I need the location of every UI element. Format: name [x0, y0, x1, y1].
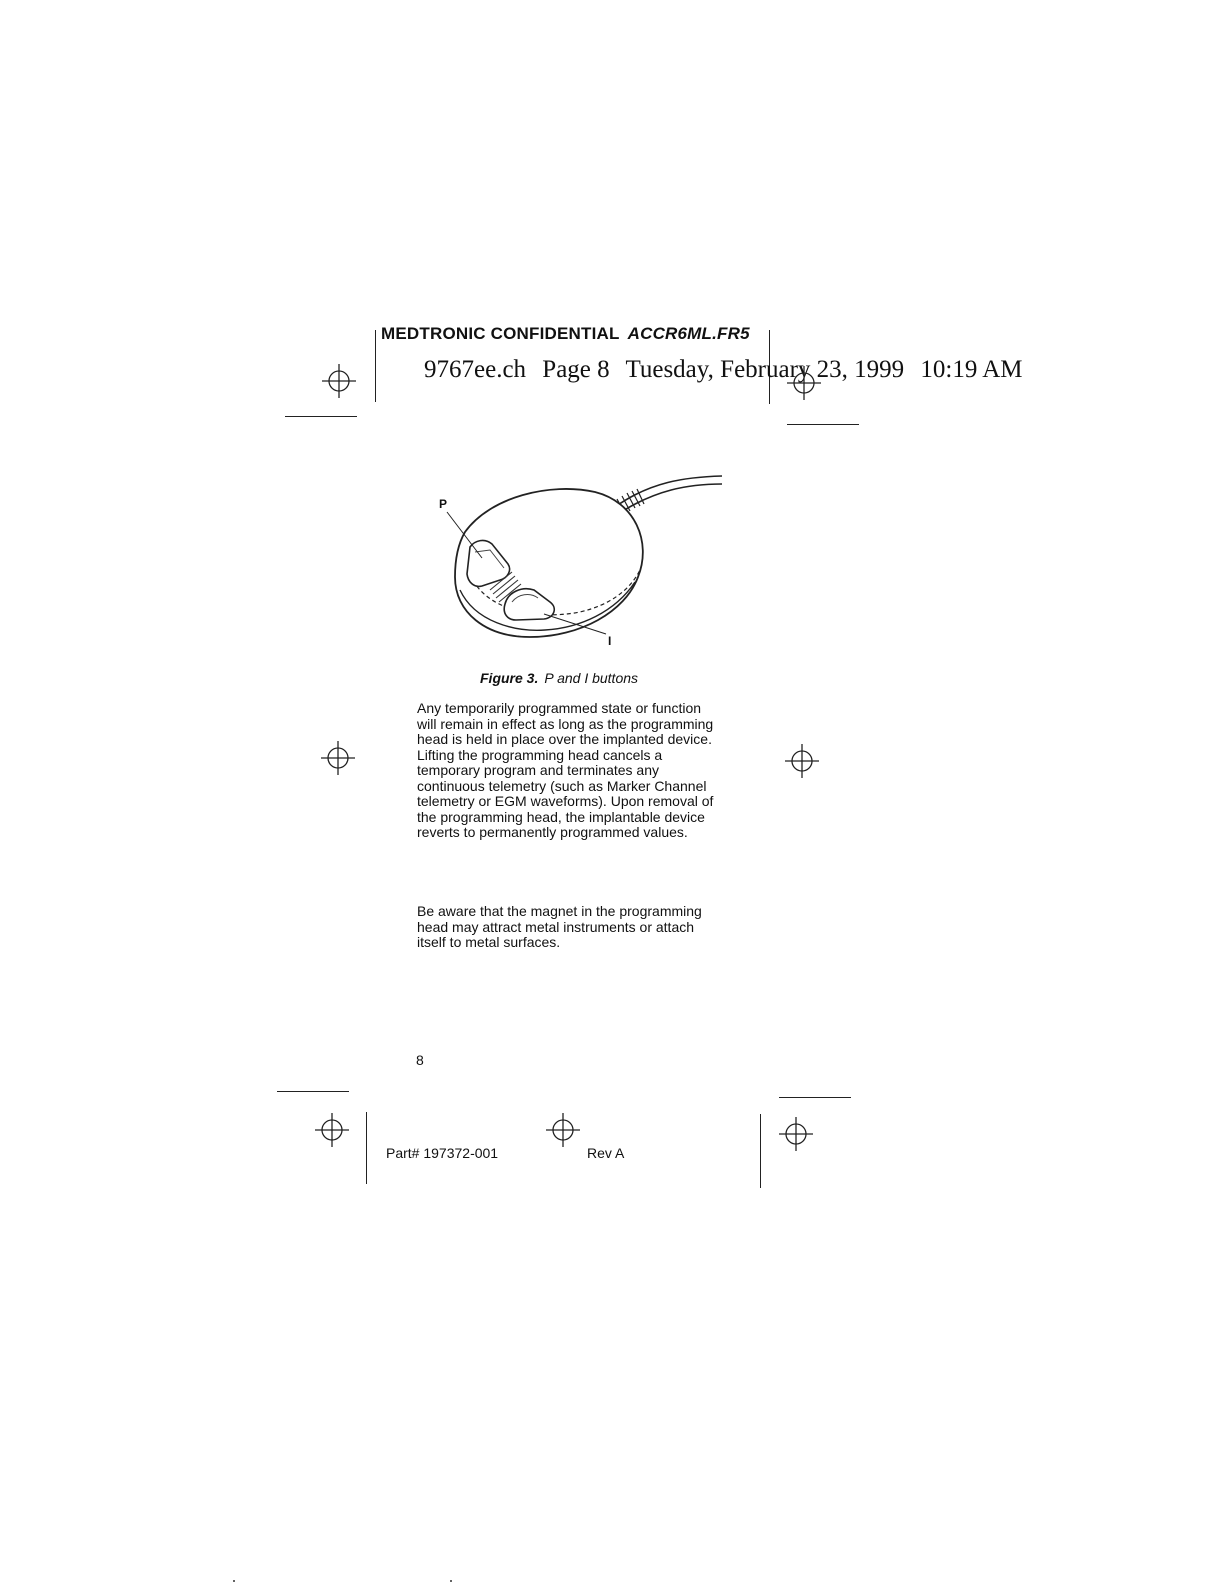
figure-caption-text: P and I buttons [544, 670, 639, 686]
crop-line [285, 416, 357, 417]
figure-caption [480, 670, 638, 686]
body-paragraph-1: Any temporarily programmed state or function will remain in effect as long as the programming head is held in place over the implanted device. Lifting the programming head cancels a temporary program and terminates any continuous telemetry (such as Marker Channel telemetry or EGM waveforms). Upon removal of the programming head, the implantable device reverts to permanently programmed values. [417, 700, 714, 840]
revision: Rev A [587, 1145, 625, 1161]
footer-right-bar [760, 1114, 761, 1188]
figure-label-p: P [439, 497, 448, 511]
crop-line [779, 1097, 851, 1098]
file-name: ACCR6ML.FR5 [627, 324, 750, 343]
scan-speck [450, 1580, 452, 1582]
registration-mark-icon [312, 1110, 352, 1150]
page-label: Page 8 [542, 356, 610, 383]
registration-mark-icon [776, 1114, 816, 1154]
registration-mark-icon [318, 738, 358, 778]
print-date: Tuesday, February 23, 1999 [625, 356, 905, 383]
programming-head-illustration [430, 462, 730, 652]
part-number: Part# 197372-001 [386, 1145, 499, 1161]
body-paragraph-2: Be aware that the magnet in the programming head may attract metal instruments or attach itself to metal surfaces. [417, 903, 702, 950]
footer-left-bar [366, 1112, 367, 1184]
crop-line [277, 1091, 349, 1092]
figure-number: Figure 3. [480, 670, 539, 686]
header-left-bar [375, 330, 376, 402]
print-time: 10:19 AM [920, 356, 1023, 383]
scan-speck [233, 1580, 235, 1582]
registration-mark-icon [543, 1110, 583, 1150]
registration-mark-icon [319, 361, 359, 401]
print-header [424, 356, 1033, 384]
page-number: 8 [416, 1052, 424, 1068]
figure-label-i: I [608, 634, 612, 648]
registration-mark-icon [782, 741, 822, 781]
crop-line [787, 424, 859, 425]
source-file: 9767ee.ch [424, 356, 527, 383]
registration-mark-icon [784, 363, 824, 403]
confidential-label [381, 324, 750, 344]
confidential-text: MEDTRONIC CONFIDENTIAL [381, 324, 620, 343]
